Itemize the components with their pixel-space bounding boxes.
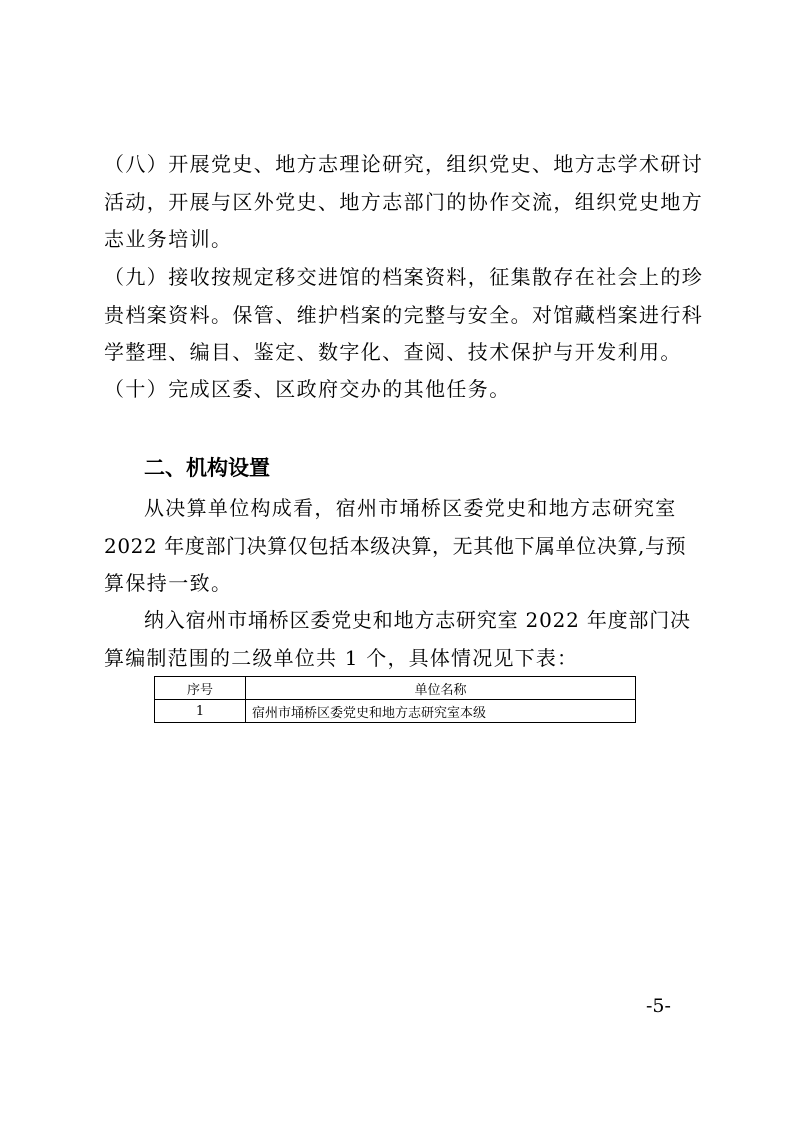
page-number: -5- [646, 995, 671, 1017]
text-line: 2022 年度部门决算仅包括本级决算，无其他下属单位决算,与预 [104, 533, 687, 558]
item-9-paragraph [104, 259, 704, 372]
text-line: 算编制范围的二级单位共 1 个，具体情况见下表： [104, 645, 579, 670]
table-header-row [155, 677, 636, 700]
cell-unit-name: 宿州市埇桥区委党史和地方志研究室本级 [246, 700, 636, 723]
item-8-paragraph [104, 146, 704, 259]
text-line: 贵档案资料。保管、维护档案的完整与安全。对馆藏档案进行科 [104, 302, 704, 327]
text-line: （九）接收按规定移交进馆的档案资料，征集散存在社会上的珍 [104, 265, 704, 289]
text-line: 从决算单位构成看，宿州市埇桥区委党史和地方志研究室 [144, 496, 677, 520]
section-2-paragraph-2 [104, 602, 704, 677]
table-row [155, 700, 636, 723]
section-heading: 二、机构设置 [144, 456, 270, 480]
item-10-paragraph [104, 371, 704, 409]
text-line: 算保持一致。 [104, 571, 233, 595]
text-line: （十）完成区委、区政府交办的其他任务。 [104, 377, 511, 401]
column-header-serial: 序号 [155, 677, 246, 700]
text-line: 志业务培训。 [104, 227, 233, 251]
column-header-unit-name: 单位名称 [246, 677, 636, 700]
units-table [154, 676, 636, 723]
text-line: 活动，开展与区外党史、地方志部门的协作交流，组织党史地方 [104, 189, 704, 214]
text-line: （八）开展党史、地方志理论研究，组织党史、地方志学术研讨 [104, 152, 704, 176]
cell-serial: 1 [155, 700, 246, 723]
text-line: 学整理、编目、鉴定、数字化、查阅、技术保护与开发利用。 [104, 340, 682, 364]
text-line: 纳入宿州市埇桥区委党史和地方志研究室 2022 年度部门决 [144, 608, 691, 632]
section-2-paragraph-1 [104, 490, 704, 603]
